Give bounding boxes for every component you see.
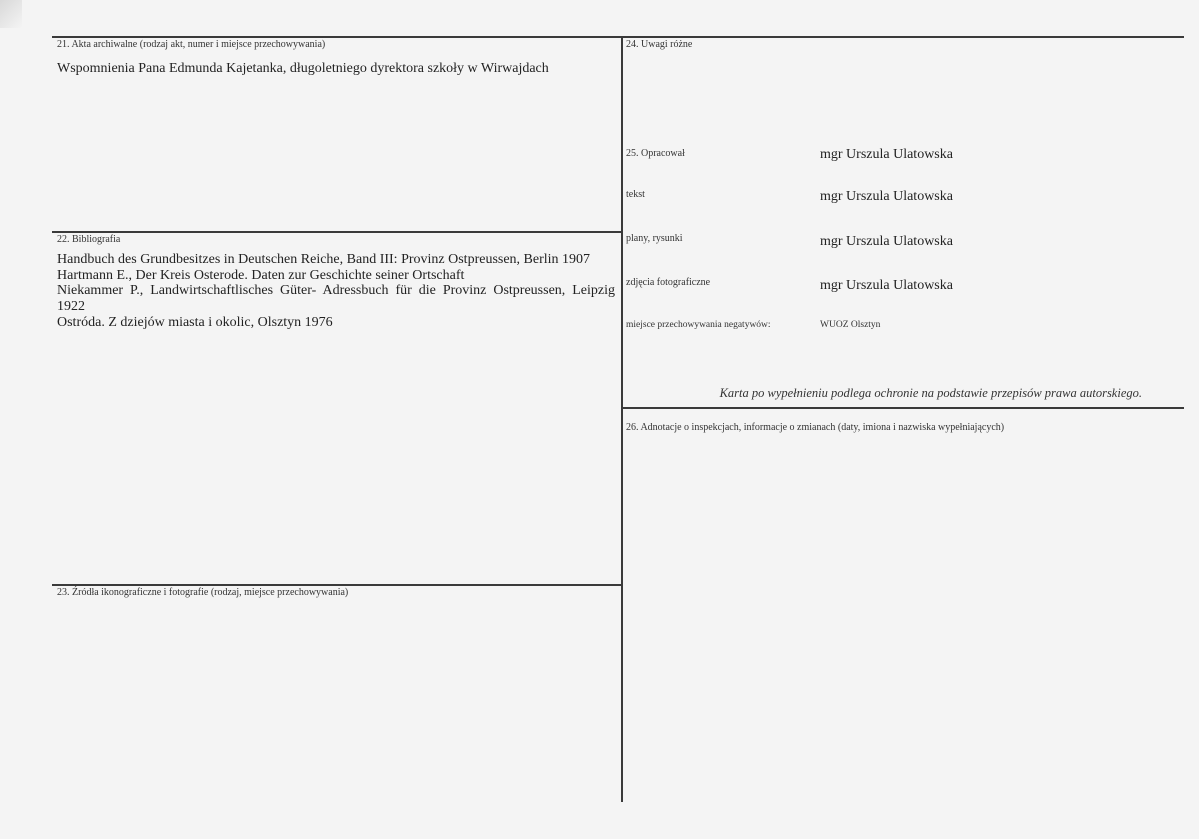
bibliography-entry: Hartmann E., Der Kreis Osterode. Daten zur Geschichte seiner Ortschaft (57, 267, 465, 283)
section-21-text: Wspomnienia Pana Edmunda Kajetanka, długoletniego dyrektora szkoły w Wirwajdach (57, 61, 549, 76)
rule-section-23 (52, 584, 622, 586)
column-divider (621, 36, 623, 802)
photos-author-label: zdjęcia fotograficzne (626, 277, 711, 288)
bibliography-list (57, 252, 615, 331)
bibliography-entry: Ostróda. Z dziejów miasta i okolic, Olsztyn 1976 (57, 314, 333, 330)
rule-section-26 (621, 407, 1184, 409)
section-24-label: 24. Uwagi różne (626, 39, 693, 50)
copyright-note: Karta po wypełnieniu podlega ochronie na podstawie przepisów prawa autorskiego. (719, 386, 1142, 400)
section-22-label: 22. Bibliografia (57, 234, 121, 245)
plans-author-value: mgr Urszula Ulatowska (820, 234, 953, 249)
section-23-label: 23. Źródła ikonograficzne i fotografie (rodzaj, miejsce przechowywania) (57, 587, 349, 598)
author-label: 25. Opracował (626, 148, 685, 159)
rule-section-22 (52, 231, 622, 233)
top-rule (52, 36, 1184, 38)
section-21-label: 21. Akta archiwalne (rodzaj akt, numer i miejsce przechowywania) (57, 39, 326, 50)
text-author-label: tekst (626, 189, 645, 200)
negatives-location-label: miejsce przechowywania negatywów: (626, 320, 771, 330)
bibliography-entry: Handbuch des Grundbesitzes in Deutschen Reiche, Band III: Provinz Ostpreussen, Berlin 1907 (57, 252, 591, 267)
scan-smudge (0, 0, 22, 28)
text-author-value: mgr Urszula Ulatowska (820, 189, 953, 204)
negatives-location-value: WUOZ Olsztyn (820, 320, 881, 330)
plans-author-label: plany, rysunki (626, 233, 683, 244)
author-value: mgr Urszula Ulatowska (820, 147, 953, 162)
section-26-label: 26. Adnotacje o inspekcjach, informacje o zmianach (daty, imiona i nazwiska wypełniających) (626, 422, 1005, 433)
photos-author-value: mgr Urszula Ulatowska (820, 278, 953, 293)
bibliography-entry: Niekammer P., Landwirtschaftlisches Güter- Adressbuch für die Provinz Ostpreussen, Leipzig 1922 (57, 283, 615, 315)
